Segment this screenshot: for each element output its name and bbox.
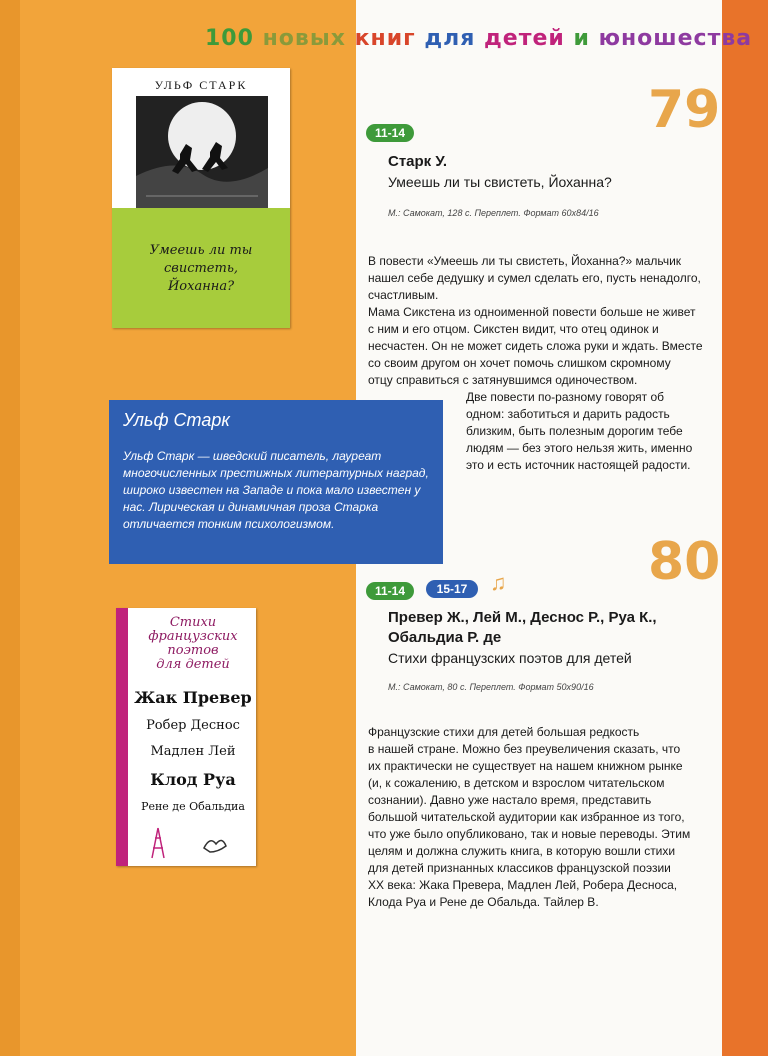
description-line: В повести «Умеешь ли ты свистеть, Йоханна?» мальчик xyxy=(368,254,682,268)
book-author: Превер Ж., Лей М., Деснос Р., Руа К., xyxy=(388,609,657,626)
header-word: книг xyxy=(354,26,416,51)
description-line: Клода Руа и Рене де Обальда. Тайлер В. xyxy=(368,895,599,909)
description-line: Две повести по-разному говорят об xyxy=(466,390,665,404)
cover-poet-name: Клод Руа xyxy=(150,770,236,789)
book-title: Умеешь ли ты свистеть, Йоханна? xyxy=(388,174,612,190)
cover-title-line: Йоханна? xyxy=(167,279,235,294)
description-line: большой читательской аудитории как избранное из того, xyxy=(368,810,685,824)
cover-stripe xyxy=(116,608,128,866)
description-line: сознании). Давно уже настало время, представить xyxy=(368,793,652,807)
cover-title-line: для детей xyxy=(156,657,230,672)
description-line: в нашей стране. Можно без преувеличения сказать, что xyxy=(368,742,681,756)
page-header xyxy=(205,26,752,51)
bird-icon xyxy=(200,830,230,860)
cover-illustration xyxy=(136,96,268,214)
book-cover-stark xyxy=(112,68,290,328)
header-word: детей xyxy=(484,26,565,51)
description-line: (и, к сожалению, в детском и взрослом читательском xyxy=(368,776,665,790)
book-author: Обальдиа Р. де xyxy=(388,629,502,646)
cover-title-line: Стихи xyxy=(169,615,217,630)
bio-text: Ульф Старк — шведский писатель, лауреат многочисленных престижных литературных наград, широко известен на Западе и пока мало известен у нас. Лирическая и динамичная проза Старка отличается тонким психологизмом. xyxy=(123,449,429,531)
book-title: Стихи французских поэтов для детей xyxy=(388,650,632,666)
book-description xyxy=(368,253,738,389)
description-line: отцу справиться с затянувшимся одиночеством. xyxy=(368,373,638,387)
description-line: людям — без этого нельзя жить, именно xyxy=(466,441,693,455)
description-line: это и есть источник настоящей радости. xyxy=(466,458,691,472)
description-line: близким, быть полезным дорогим тебе xyxy=(466,424,683,438)
book-number: 80 xyxy=(648,532,721,592)
description-line: с ним и его отцом. Сикстен видит, что отец одинок и xyxy=(368,322,659,336)
book-cover-french-poets xyxy=(116,608,256,866)
cover-title-line: поэтов xyxy=(167,643,219,658)
cover-poet-name: Жак Превер xyxy=(134,688,252,707)
header-word: юношества xyxy=(598,26,753,51)
description-line: Мама Сикстена из одноименной повести больше не живет xyxy=(368,305,696,319)
lyre-icon: ♫ xyxy=(490,570,507,595)
book-description-continued xyxy=(466,389,726,474)
cover-title-line: Умеешь ли ты свистеть, xyxy=(149,243,253,276)
header-word: 100 xyxy=(205,26,254,51)
description-line: счастливым. xyxy=(368,288,439,302)
description-line: Французские стихи для детей большая редкость xyxy=(368,725,640,739)
description-line: что уже было опубликовано, так и новые переводы. Этим xyxy=(368,827,691,841)
book-author: Старк У. xyxy=(388,153,447,170)
description-line: XX века: Жака Превера, Мадлен Лей, Робера Десноса, xyxy=(368,878,678,892)
eiffel-tower-icon xyxy=(138,826,178,860)
author-bio-box xyxy=(109,400,443,564)
header-word: и xyxy=(573,26,590,51)
description-line: несчастен. Он не может сидеть сложа руки и ждать. Вместе xyxy=(368,339,703,353)
book-publication: М.: Самокат, 128 с. Переплет. Формат 60х84/16 xyxy=(388,208,599,218)
bio-name: Ульф Старк xyxy=(123,410,230,430)
cover-poet-name: Мадлен Лей xyxy=(150,744,236,759)
description-line: целям и должна служить книга, в которую вошли стихи xyxy=(368,844,676,858)
description-line: для детей признанных классиков французской поэзии xyxy=(368,861,671,875)
description-line: со своим другом он хочет помочь слишком скромному xyxy=(368,356,671,370)
header-word: для xyxy=(424,26,476,51)
cover-poet-name: Рене де Обальдиа xyxy=(141,800,245,813)
cover-title-line: французских xyxy=(148,629,238,644)
description-line: их практически не существует на нашем книжном рынке xyxy=(368,759,683,773)
cover-title xyxy=(138,616,248,672)
cover-author: УЛЬФ СТАРК xyxy=(154,78,248,92)
cover-poet-name: Робер Деснос xyxy=(146,718,240,733)
description-line: нашел себе дедушку и сумел сделать его, пусть ненадолго, xyxy=(368,271,701,285)
book-publication: М.: Самокат, 80 с. Переплет. Формат 50х90/16 xyxy=(388,682,594,692)
age-badge: 11-14 xyxy=(366,124,414,142)
cover-title xyxy=(122,242,280,296)
age-badge: 11-14 xyxy=(366,582,414,600)
header-word: новых xyxy=(262,26,346,51)
book-number: 79 xyxy=(648,80,721,140)
description-line: одном: заботиться и дарить радость xyxy=(466,407,670,421)
orange-edge xyxy=(0,0,20,1056)
book-description xyxy=(368,724,738,911)
age-badge: 15-17 xyxy=(426,580,478,598)
